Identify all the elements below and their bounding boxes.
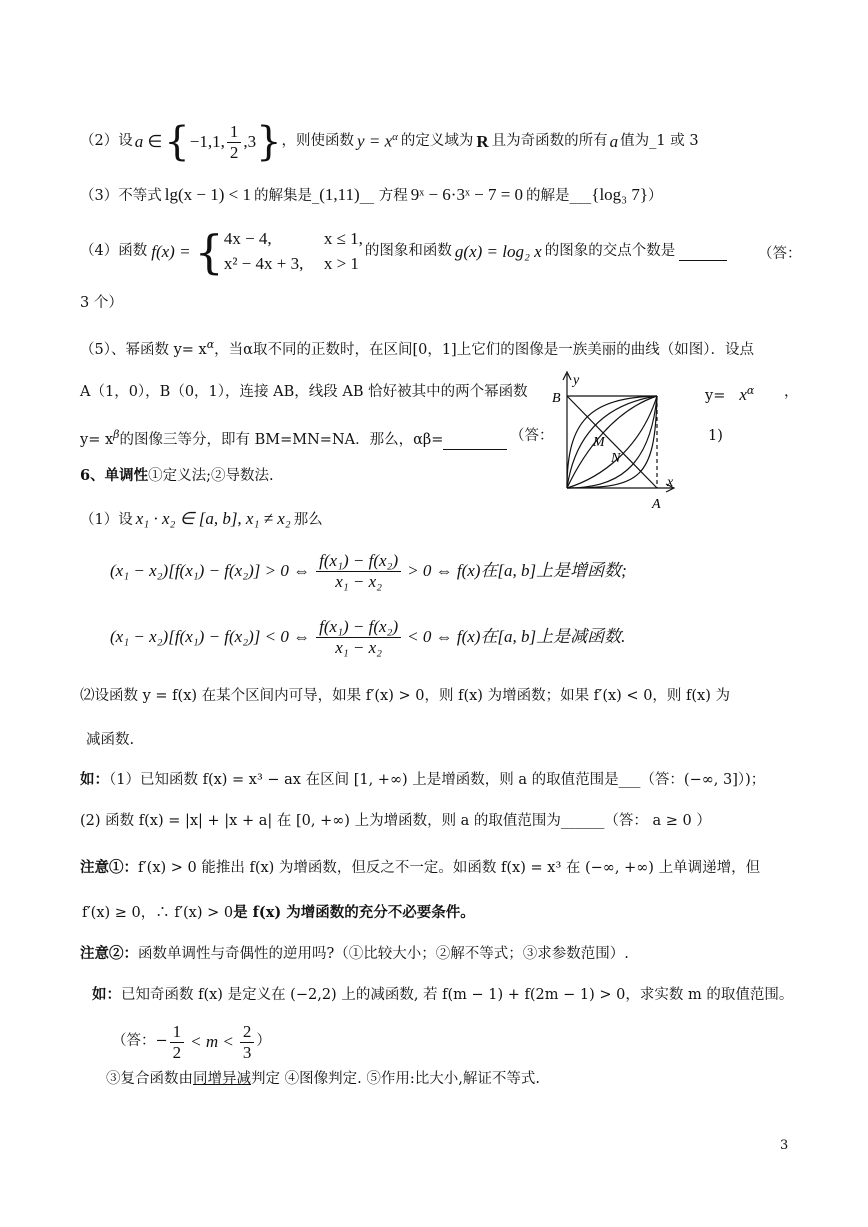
decreasing-formula: (x₁ − x₂)[f(x₁) − f(x₂)] < 0 ⇔ $\frac{\text{f(x₁) − f(x₂)}}{\text{x₁ − x₂}}$ < 0 ⇔ f(x)在[a, b]上是减函数.: [110, 616, 626, 657]
item-5-line1: （5）、幂函数 $y= x^\alpha$，当α取不同的正数时，在区间[0，1]上它们的图像是一族美丽的曲线（如图）．设点: [80, 338, 754, 358]
fig-label-B: B: [552, 391, 561, 406]
example-2: (2) 函数 f(x) = |x| + |x + a| 在 [0, +∞) 上为增函数，则 a 的取值范围为______（答： a ≥ 0 ）: [80, 813, 711, 829]
item-5-answer-label: （答：: [510, 428, 554, 444]
y-axis-arrow: [563, 372, 571, 380]
curve-5: [567, 396, 657, 488]
item-5-answer-value: 1): [708, 428, 723, 444]
piecewise-cases: 4x − 4, x ≤ 1, x² − 4x + 3, x > 1: [223, 229, 363, 273]
page-number: 3: [780, 1138, 789, 1153]
fig-label-M: M: [593, 435, 605, 450]
derivative-method-line2: 减函数.: [86, 732, 135, 748]
fig-label-N: N: [611, 451, 621, 466]
curve-4: [567, 396, 657, 488]
item-2: （2）设 a ∈ { −1,1, $\frac{1}{2}$ ,3 } ，则使函数 $y = x^\alpha$ 的定义域为 R 且为奇函数的所有 a 值为_1 或 3: [80, 119, 699, 165]
curve-6: [567, 396, 657, 488]
note-1-line2: f′(x) ≥ 0，∴ f′(x) > 0是 f(x) 为增函数的充分不必要条件。: [82, 904, 475, 921]
example-3: 如：已知奇函数 f(x) 是定义在 (−2,2) 上的减函数, 若 f(m − 1) + f(2m − 1) > 0，求实数 m 的取值范围。: [92, 986, 794, 1003]
example-1: 如：（1）已知函数 f(x) = x³ − ax 在区间 [1, +∞) 上是增函数，则 a 的取值范围是___（答：(−∞, 3]）)；: [80, 771, 766, 788]
right-brace: }: [256, 119, 282, 165]
item-2-mid: ，则使函数: [281, 133, 355, 150]
fig-label-x: x: [667, 475, 674, 490]
x-axis-arrow: [666, 484, 674, 492]
item-5-y-eq: $y= x^\alpha$: [705, 384, 755, 404]
curve-1: [567, 396, 657, 488]
segment-ab: [567, 396, 657, 488]
left-brace: {: [164, 119, 190, 165]
curve-3: [567, 396, 657, 488]
note-2: 注意②：函数单调性与奇偶性的逆用吗?（①比较大小；②解不等式；③求参数范围）.: [80, 945, 629, 962]
definition-method: （1）设 x₁ · x₂ ∈ [a, b], x₁ ≠ x₂ 那么: [80, 509, 323, 528]
item-5-line3: $y= x^\beta$的图像三等分，即有 BM=MN=NA．那么，αβ=: [80, 428, 507, 450]
item-3: （3）不等式 lg(x − 1) < 1 的解集是_(1,11)__ 方程 9ˣ − 6·3ˣ − 7 = 0 的解是___{log₃ 7}）: [80, 185, 663, 204]
item-4: （4）函数 f(x) = { 4x − 4, x ≤ 1, x² − 4x + 3, x > 1 的图象和函数 g(x) = log₂ x 的图象的交点个数是: [80, 228, 727, 276]
curve-2: [567, 396, 657, 488]
set-part-a: −1,1,: [189, 131, 225, 151]
item-5-comma: ，: [784, 384, 799, 400]
note-1: 注意①：f′(x) > 0 能推出 f(x) 为增函数，但反之不一定。如函数 f(x) = x³ 在 (−∞, +∞) 上单调递增，但: [80, 859, 761, 876]
fig-label-y: y: [573, 373, 580, 388]
item-2-pre: （2）设: [80, 133, 133, 150]
increasing-formula: (x₁ − x₂)[f(x₁) − f(x₂)] > 0 ⇔ $\frac{\text{f(x₁) − f(x₂)}}{\text{x₁ − x₂}}$ > 0 ⇔ f(x)在[a, b]上是增函数;: [110, 550, 627, 591]
item-4-answer-label: （答：: [758, 246, 802, 262]
item-4-answer: 3 个）: [80, 295, 123, 311]
item-5-line2: A（1，0），B（0，1），连接 AB，线段 AB 恰好被其中的两个幂函数: [80, 384, 528, 400]
answer-blank: [679, 243, 727, 261]
derivative-method-line1: ⑵设函数 y = f(x) 在某个区间内可导，如果 f′(x) > 0，则 f(x) 为增函数；如果 f′(x) < 0，则 f(x) 为: [80, 688, 730, 704]
set-part-b: ,3: [243, 131, 257, 151]
example-3-answer: （答：− $\frac{1}{2}$ < m < $\frac{2}{3}$ ）: [112, 1021, 271, 1062]
fig-label-A: A: [652, 497, 661, 512]
composite-function-note: ③复合函数由同增异减判定 ④图像判定. ⑤作用:比大小,解证不等式.: [106, 1071, 540, 1087]
fraction-half: $\frac{1}{2}$: [227, 122, 242, 162]
section-6-heading: 6、单调性①定义法;②导数法.: [80, 467, 274, 484]
